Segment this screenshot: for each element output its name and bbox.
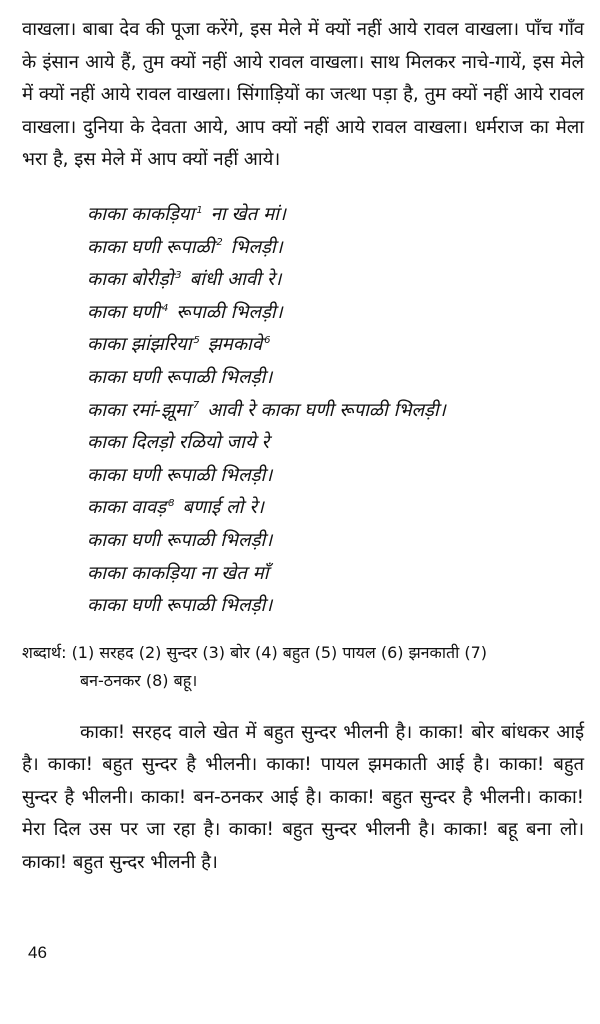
poem-line: काका वावड़ $^8$ बणाई लो रे। bbox=[87, 497, 264, 519]
footnote-marker: 2 bbox=[216, 237, 223, 249]
glossary-line-2: बन-ठनकर (8) बहू। bbox=[80, 670, 198, 690]
poem-line: काका बोरीड़ो $^3$ बांधी आवी रे। bbox=[87, 269, 282, 291]
poem-line: काका घणी रूपाळी भिलड़ी। bbox=[87, 464, 273, 486]
footnote-marker: 1 bbox=[196, 204, 203, 216]
poem-line: काका घणी रूपाळी भिलड़ी। bbox=[87, 595, 273, 617]
footnote-marker: 5 bbox=[193, 335, 200, 347]
poem-line: काका घणी रूपाळी भिलड़ी। bbox=[87, 366, 273, 388]
glossary-line-1: (1) सरहद (2) सुन्दर (3) बोर (4) बहुत (5) पायल (6) झनकाती (7) bbox=[71, 642, 488, 662]
footnote-marker: 6 bbox=[264, 335, 271, 347]
poem-line: काका रमां-झूमा $^7$ आवी रे काका घणी रूपाळी भिलड़ी। bbox=[87, 399, 446, 421]
poem-line: काका झांझरिया $^5$ झमकावे $^6$ bbox=[87, 334, 271, 356]
paragraph-translation: काका! सरहद वाले खेत में बहुत सुन्दर भीलनी है। काका! बोर बांधकर आई है। काका! बहुत सुन्दर है भीलनी। काका! पायल झमकाती आई है। काका! बहुत सुन्दर है भीलनी। काका! बन-ठनकर आई है। काका! बहुत सुन्दर है भीलनी। काका! मेरा दिल उस पर जा रहा है। काका! बहुत सुन्दर भीलनी है। काका! बहू बना लो। काका! बहुत सुन्दर भीलनी है। bbox=[22, 721, 584, 874]
footnote-marker: 7 bbox=[192, 400, 200, 412]
glossary bbox=[22, 639, 584, 695]
glossary-label: शब्दार्थ: bbox=[22, 642, 67, 662]
poem-line: काका घणी रूपाळी भिलड़ी। bbox=[87, 529, 273, 551]
poem-line: काका काकड़िया $^1$ ना खेत मां। bbox=[87, 203, 286, 225]
poem-line: काका घणी $^4$ रूपाळी भिलड़ी। bbox=[87, 301, 283, 323]
poem-line: काका दिलड़ो रळियो जाये रे bbox=[87, 432, 270, 454]
poem-line: काका काकड़िया ना खेत माँ bbox=[87, 562, 269, 584]
paragraph-intro: वाखला। बाबा देव की पूजा करेंगे, इस मेले में क्यों नहीं आये रावल वाखला। पाँच गाँव के इंसान आये हैं, तुम क्यों नहीं आये रावल वाखला। साथ मिलकर नाचे-गायें, इस मेले में क्यों नहीं आये रावल वाखला। सिंगाड़ियों का जत्था पड़ा है, तुम क्यों नहीं आये रावल वाखला। दुनिया के देवता आये, आप क्यों नहीं आये रावल वाखला। धर्मराज का मेला भरा है, इस मेले में आप क्यों नहीं आये। bbox=[22, 19, 584, 171]
footnote-marker: 8 bbox=[168, 498, 175, 510]
poem-line: काका घणी रूपाळी $^2$ भिलड़ी। bbox=[87, 236, 283, 258]
footnote-marker: 4 bbox=[161, 302, 169, 314]
folk-song bbox=[87, 199, 584, 623]
page-number: 46 bbox=[28, 943, 47, 962]
page-content bbox=[22, 14, 584, 880]
footnote-marker: 3 bbox=[175, 270, 182, 281]
